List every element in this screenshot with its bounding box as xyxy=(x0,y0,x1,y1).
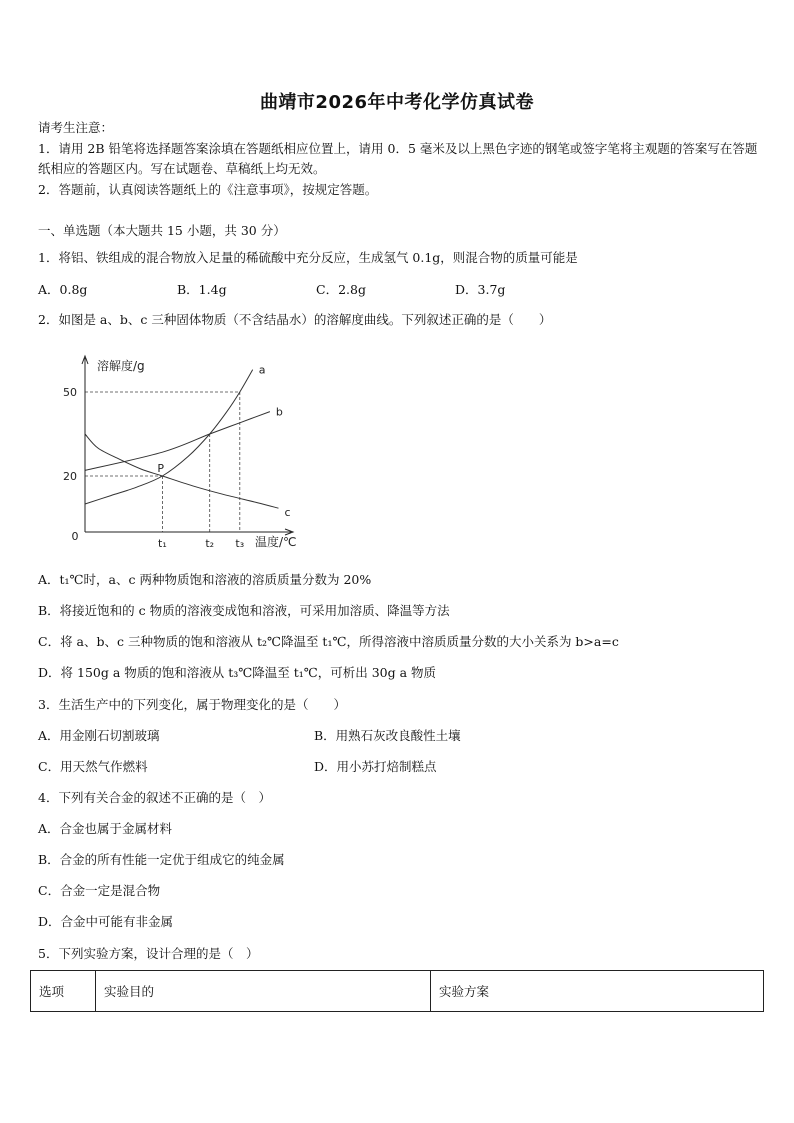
question-3-option-c: C．用天然气作燃料 xyxy=(38,759,148,774)
question-4-option-d: D．合金中可能有非金属 xyxy=(38,914,174,929)
question-4-option-c: C．合金一定是混合物 xyxy=(38,883,161,898)
section-heading: 一、单选题（本大题共 15 小题，共 30 分） xyxy=(38,223,286,238)
y-tick-50: 50 xyxy=(63,386,77,399)
solubility-chart xyxy=(55,350,315,555)
question-1-option-d: D．3.7g xyxy=(455,282,506,297)
curve-b xyxy=(85,412,270,471)
experiment-table xyxy=(30,970,764,1012)
chart-curves xyxy=(85,370,279,509)
question-4-stem: 4．下列有关合金的叙述不正确的是（ ） xyxy=(38,790,271,805)
x-axis-label: 温度/℃ xyxy=(255,535,297,549)
question-5-stem: 5．下列实验方案，设计合理的是（ ） xyxy=(38,946,259,961)
question-2-option-c: C．将 a、b、c 三种物质的饱和溶液从 t₂℃降温至 t₁℃，所得溶液中溶质质量分数的大小关系为 b>a=c xyxy=(38,634,619,649)
chart-axes xyxy=(82,356,293,535)
notice-heading: 请考生注意： xyxy=(38,120,114,135)
curve-a xyxy=(85,370,253,504)
question-2-option-b: B．将接近饱和的 c 物质的溶液变成饱和溶液，可采用加溶质、降温等方法 xyxy=(38,603,450,618)
y-axis-label: 溶解度/g xyxy=(97,359,145,373)
notice-item-2: 2．答题前，认真阅读答题纸上的《注意事项》，按规定答题。 xyxy=(38,182,378,197)
question-4-option-a: A．合金也属于金属材料 xyxy=(38,821,173,836)
x-tick-t2: t₂ xyxy=(205,537,215,550)
question-3-option-b: B．用熟石灰改良酸性土壤 xyxy=(314,728,461,743)
question-2-stem: 2．如图是 a、b、c 三种固体物质（不含结晶水）的溶解度曲线。下列叙述正确的是（ ） xyxy=(38,312,552,327)
curve-label-b: b xyxy=(275,405,283,419)
table-header-purpose: 实验目的 xyxy=(96,971,431,1012)
intersection-label-p: P xyxy=(157,462,165,475)
origin-label: 0 xyxy=(71,530,79,543)
notice-item-1: 1．请用 2B 铅笔将选择题答案涂填在答题纸相应位置上，请用 0．5 毫米及以上黑色字迹的钢笔或签字笔将主观题的答案写在答题纸相应的答题区内。写在试题卷、草稿纸上均无效。 xyxy=(38,141,758,176)
y-tick-20: 20 xyxy=(63,470,77,483)
question-2-option-d: D．将 150g a 物质的饱和溶液从 t₃℃降温至 t₁℃，可析出 30g a 物质 xyxy=(38,665,437,680)
question-1-option-b: B．1.4g xyxy=(177,282,227,297)
table-header-option: 选项 xyxy=(31,971,96,1012)
question-3-option-d: D．用小苏打焙制糕点 xyxy=(314,759,437,774)
table-header-row xyxy=(31,971,764,1012)
page-title: 曲靖市2026年中考化学仿真试卷 xyxy=(259,92,535,113)
question-2-option-a: A．t₁℃时，a、c 两种物质饱和溶液的溶质质量分数为 20% xyxy=(38,572,372,587)
question-4-option-b: B．合金的所有性能一定优于组成它的纯金属 xyxy=(38,852,285,867)
x-tick-t3: t₃ xyxy=(235,537,245,550)
table-header-plan: 实验方案 xyxy=(431,971,764,1012)
question-1-option-c: C．2.8g xyxy=(316,282,366,297)
question-1-option-a: A．0.8g xyxy=(38,282,88,297)
chart-labels xyxy=(63,358,297,550)
x-tick-t1: t₁ xyxy=(158,537,167,550)
curve-label-a: a xyxy=(258,363,266,377)
question-1-stem: 1．将铝、铁组成的混合物放入足量的稀硫酸中充分反应，生成氢气 0.1g，则混合物的质量可能是 xyxy=(38,250,578,265)
question-3-stem: 3．生活生产中的下列变化，属于物理变化的是（ ） xyxy=(38,697,346,712)
question-3-option-a: A．用金刚石切割玻璃 xyxy=(38,728,160,743)
curve-label-c: c xyxy=(284,506,291,520)
